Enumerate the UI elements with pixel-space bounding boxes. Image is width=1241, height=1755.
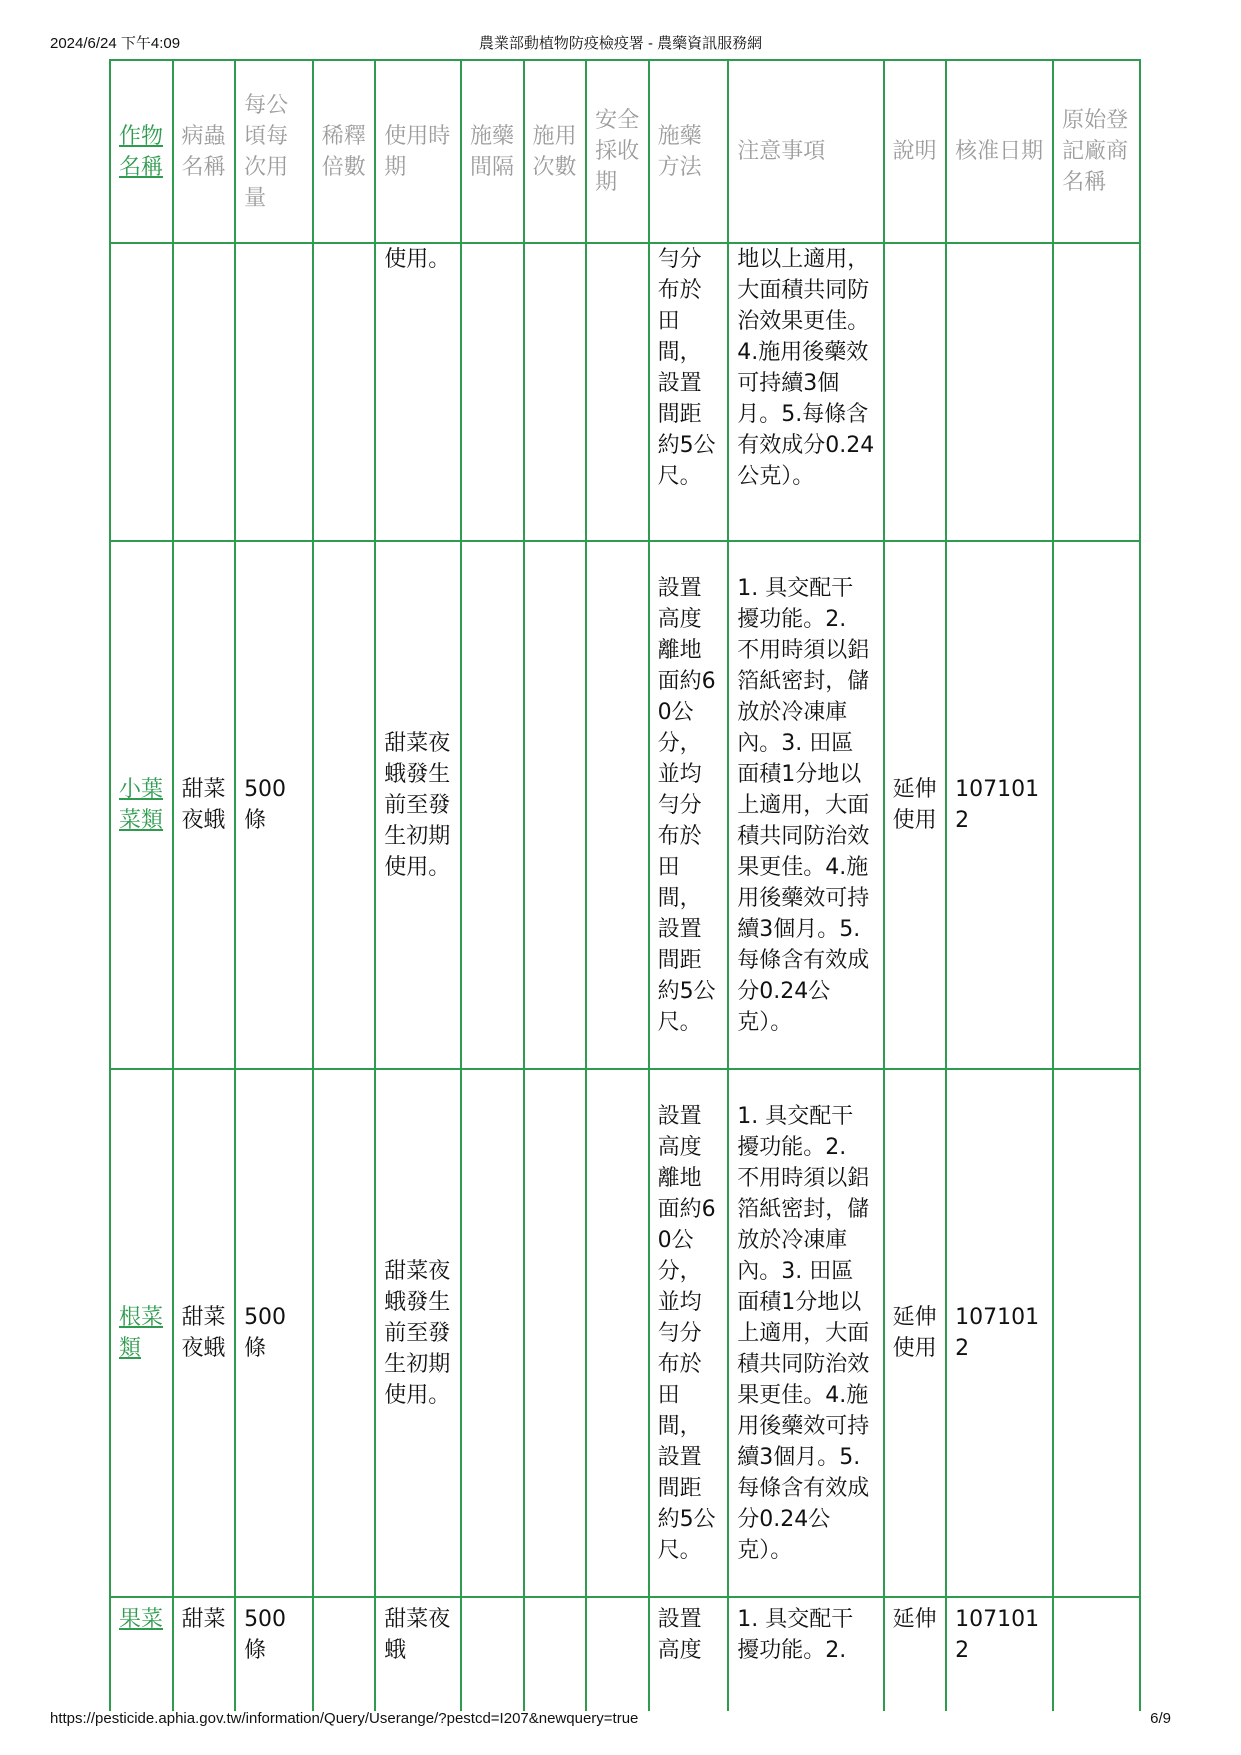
header-times: 施用次數	[524, 60, 587, 243]
table-row-partial	[110, 1597, 1140, 1711]
cell-remark	[884, 243, 947, 541]
cell-dose: 500條	[235, 1597, 313, 1711]
print-header	[50, 32, 1191, 54]
header-dose: 每公頃每次用量	[235, 60, 313, 243]
cell-pest: 甜菜夜蛾	[173, 541, 236, 1069]
cell-dose	[235, 243, 313, 541]
cell-remark: 延伸	[884, 1597, 947, 1711]
cell-pest: 甜菜	[173, 1597, 236, 1711]
cell-dilution	[313, 541, 376, 1069]
cell-pest: 甜菜夜蛾	[173, 1069, 236, 1597]
cell-method: 設置高度離地面約60公分，並均勻分布於田間，設置間距約5公尺。	[649, 1069, 729, 1597]
cell-remark: 延伸使用	[884, 541, 947, 1069]
cell-times	[524, 541, 587, 1069]
cell-date: 1071012	[946, 1069, 1053, 1597]
cell-method: 設置高度	[649, 1597, 729, 1711]
cell-notes: 地以上適用，大面積共同防治效果更佳。4.施用後藥效可持續3個月。5.每條含有效成分0.24公克）。	[728, 243, 883, 541]
cell-notes: 1. 具交配干擾功能。2. 不用時須以鋁箔紙密封，儲放於冷凍庫內。3. 田區面積1分地以上適用，大面積共同防治效果更佳。4.施用後藥效可持續3個月。5.每條含有效成分0.24公克）。	[728, 541, 883, 1069]
cell-dose: 500條	[235, 541, 313, 1069]
cell-times	[524, 243, 587, 541]
crop-link[interactable]: 小葉菜類	[119, 777, 164, 833]
crop-link[interactable]: 根菜類	[119, 1305, 164, 1361]
cell-period: 使用。	[375, 243, 461, 541]
cell-times	[524, 1597, 587, 1711]
cell-crop	[110, 243, 173, 541]
cell-interval	[461, 243, 524, 541]
cell-method: 設置高度離地面約60公分，並均勻分布於田間，設置間距約5公尺。	[649, 541, 729, 1069]
header-method: 施藥方法	[649, 60, 729, 243]
cell-dilution	[313, 243, 376, 541]
header-notes: 注意事項	[728, 60, 883, 243]
cell-interval	[461, 1069, 524, 1597]
header-dilution: 稀釋倍數	[313, 60, 376, 243]
cell-dose: 500條	[235, 1069, 313, 1597]
header-remark: 說明	[884, 60, 947, 243]
table-header-row	[110, 60, 1140, 243]
table-row	[110, 1069, 1140, 1597]
header-crop[interactable]	[110, 60, 173, 243]
cell-dilution	[313, 1069, 376, 1597]
cell-maker	[1053, 541, 1140, 1069]
crop-sort-link[interactable]: 作物名稱	[119, 123, 164, 180]
print-url: https://pesticide.aphia.gov.tw/information/Query/Userange/?pestcd=I207&newquery=true	[50, 1710, 639, 1727]
cell-maker	[1053, 243, 1140, 541]
table-row-continued	[110, 243, 1140, 541]
usage-range-table	[109, 59, 1141, 1711]
cell-phi	[586, 243, 649, 541]
print-page-number: 6/9	[1150, 1710, 1171, 1727]
cell-remark: 延伸使用	[884, 1069, 947, 1597]
cell-phi	[586, 541, 649, 1069]
cell-notes: 1. 具交配干擾功能。2.	[728, 1597, 883, 1711]
header-phi: 安全採收期	[586, 60, 649, 243]
cell-phi	[586, 1597, 649, 1711]
cell-maker	[1053, 1069, 1140, 1597]
header-period: 使用時期	[375, 60, 461, 243]
cell-phi	[586, 1069, 649, 1597]
cell-date	[946, 243, 1053, 541]
cell-period: 甜菜夜蛾	[375, 1597, 461, 1711]
cell-period: 甜菜夜蛾發生前至發生初期使用。	[375, 541, 461, 1069]
cell-interval	[461, 541, 524, 1069]
cell-pest	[173, 243, 236, 541]
cell-date: 1071012	[946, 1597, 1053, 1711]
cell-period: 甜菜夜蛾發生前至發生初期使用。	[375, 1069, 461, 1597]
header-pest: 病蟲名稱	[173, 60, 236, 243]
header-maker: 原始登記廠商名稱	[1053, 60, 1140, 243]
cell-notes: 1. 具交配干擾功能。2. 不用時須以鋁箔紙密封，儲放於冷凍庫內。3. 田區面積1分地以上適用，大面積共同防治效果更佳。4.施用後藥效可持續3個月。5.每條含有效成分0.24公克）。	[728, 1069, 883, 1597]
print-footer	[50, 1710, 1191, 1732]
crop-link[interactable]: 果菜	[119, 1607, 164, 1632]
header-interval: 施藥間隔	[461, 60, 524, 243]
print-page-title: 農業部動植物防疫檢疫署 - 農藥資訊服務網	[478, 35, 763, 52]
cell-crop[interactable]	[110, 1069, 173, 1597]
table-row	[110, 541, 1140, 1069]
cell-crop[interactable]	[110, 541, 173, 1069]
cell-method: 勻分布於田間，設置間距約5公尺。	[649, 243, 729, 541]
print-datetime: 2024/6/24 下午4:09	[50, 35, 181, 52]
cell-times	[524, 1069, 587, 1597]
header-date: 核准日期	[946, 60, 1053, 243]
cell-dilution	[313, 1597, 376, 1711]
cell-interval	[461, 1597, 524, 1711]
cell-crop[interactable]	[110, 1597, 173, 1711]
cell-date: 1071012	[946, 541, 1053, 1069]
results-table-container	[109, 59, 1141, 1711]
cell-maker	[1053, 1597, 1140, 1711]
